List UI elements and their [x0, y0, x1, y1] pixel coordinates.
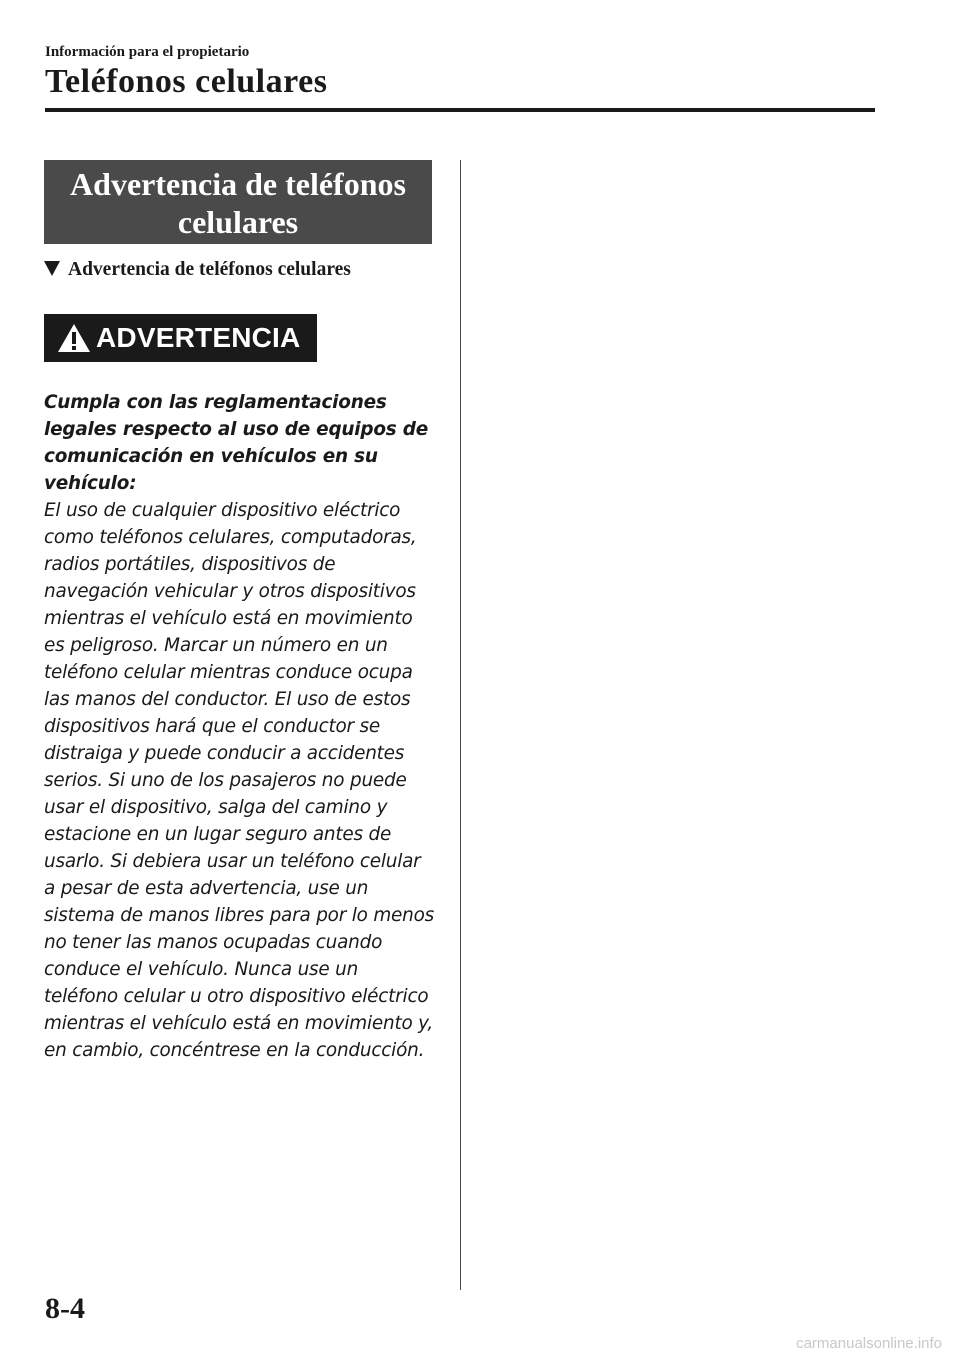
section-banner-title: Advertencia de teléfonos celulares: [70, 166, 406, 240]
warning-banner: [44, 314, 317, 362]
warning-text: El uso de cualquier dispositivo eléctrico como teléfonos celulares, computadoras, radios portátiles, dispositivos de navegación vehicular y otros dispositivos mientras el vehículo está en movimiento es peligroso. Marcar un número en un teléfono celular mientras conduce ocupa las manos del conductor. El uso de estos dispositivos hará que el conductor se distraiga y puede conducir a accidentes serios. Si uno de los pasajeros no puede usar el dispositivo, salga del camino y estacione en un lugar seguro antes de usarlo. Si debiera usar un teléfono celular a pesar de esta advertencia, use un sistema de manos libres para por lo menos no tener las manos ocupadas cuando conduce el vehículo. Nunca use un teléfono celular u otro dispositivo eléctrico mientras el vehículo está en movimiento y, en cambio, concéntrese en la conducción.: [44, 500, 435, 1061]
subheading-text: Advertencia de teléfonos celulares: [68, 259, 351, 280]
chapter-title: Teléfonos celulares: [45, 63, 328, 100]
warning-triangle-icon: [56, 322, 92, 354]
header-rule: [45, 108, 875, 112]
warning-body: [44, 389, 436, 1064]
column-divider: [460, 160, 461, 1290]
section-banner: [44, 160, 432, 244]
triangle-down-icon: [44, 261, 60, 276]
section-label: Información para el propietario: [45, 44, 250, 60]
watermark: carmanualsonline.info: [796, 1335, 942, 1352]
warning-lead: Cumpla con las reglamentaciones legales respecto al uso de equipos de comunicación en vehículos en su vehículo:: [44, 392, 428, 494]
subheading: [44, 258, 351, 282]
warning-label: ADVERTENCIA: [96, 322, 301, 353]
page-number: 8-4: [45, 1292, 85, 1325]
